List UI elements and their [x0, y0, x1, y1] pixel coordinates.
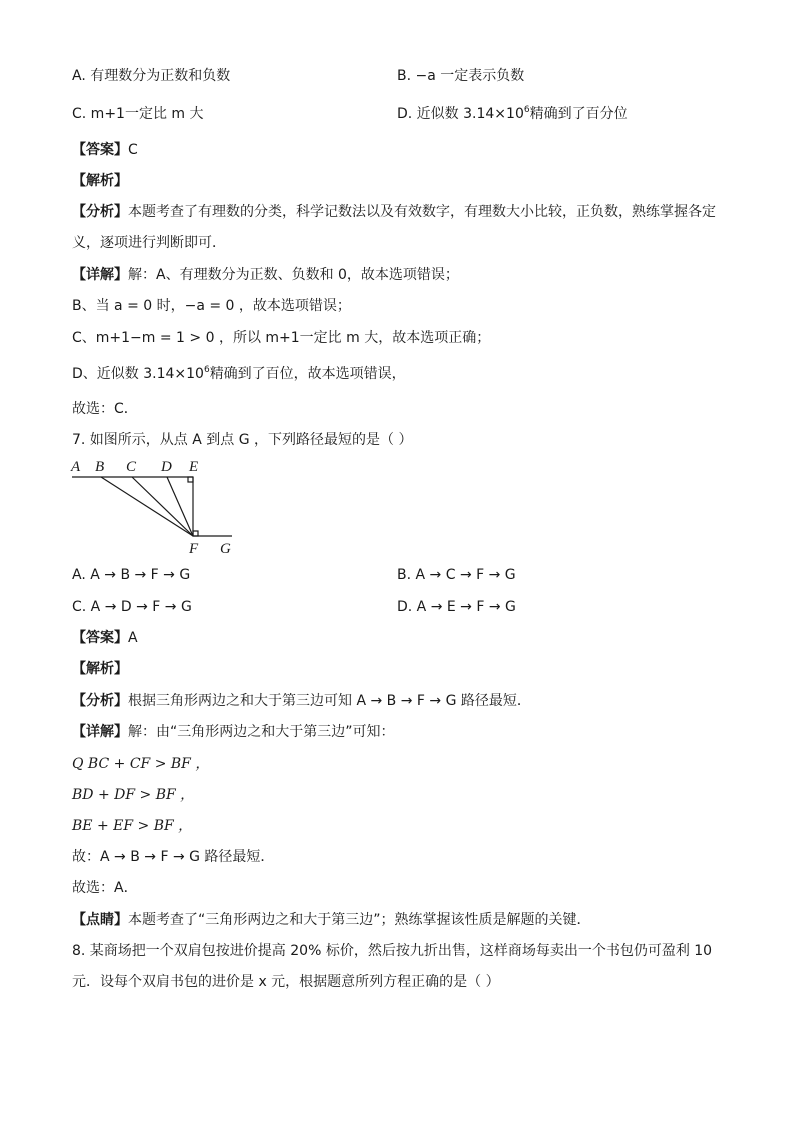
q7-conclusion: 故选：A．	[72, 880, 138, 896]
q7-option-b: B. A → C → F → G	[397, 567, 516, 583]
q6-xiangjie-line1	[72, 265, 459, 285]
q8-stem-line2: 元．设每个双肩书包的进价是 x 元，根据题意所列方程正确的是（ ）	[72, 974, 500, 990]
point-label-g: G	[220, 541, 231, 557]
point-label-d: D	[161, 459, 172, 475]
q7-stem: 7. 如图所示，从点 A 到点 G ，下列路径最短的是（ ）	[72, 432, 413, 448]
q6-solution-d-tail: 精确到了百位，故本选项错误，	[209, 366, 406, 382]
segment-cf	[132, 477, 193, 536]
point-label-a: A	[71, 459, 81, 475]
q6-solution-d	[72, 364, 406, 384]
q6-fenxi-text: 本题考查了有理数的分类，科学记数法以及有效数字，有理数大小比较，正负数，熟练掌握各定	[128, 204, 716, 220]
q6-solution-b: B、当 a = 0 时，−a = 0 ，故本选项错误；	[72, 298, 351, 314]
right-angle-mark-f	[193, 531, 198, 536]
q6-conclusion: 故选：C．	[72, 401, 138, 417]
point-label-b: B	[95, 459, 105, 475]
q7-inequality-3: BE + EF > BF ，	[72, 818, 193, 834]
q7-inequality-2: BD + DF > BF ，	[72, 787, 195, 803]
q6-option-b: B. −a 一定表示负数	[397, 68, 525, 84]
point-label-c: C	[126, 459, 137, 475]
q7-fenxi-tag: 【分析】	[72, 693, 128, 709]
q6-answer-value: C	[128, 142, 138, 158]
q7-inequality-1: Q BC + CF > BF ，	[72, 756, 210, 772]
point-label-f: F	[189, 541, 199, 557]
q7-dianjing-text: 本题考查了“三角形两边之和大于第三边”；熟练掌握该性质是解题的关键．	[128, 912, 591, 928]
q7-xiangjie-text: 解：由“三角形两边之和大于第三边”可知：	[128, 724, 395, 740]
q6-xiangjie-tag: 【详解】	[72, 267, 128, 283]
q7-option-c: C. A → D → F → G	[72, 599, 192, 615]
q6-answer	[72, 140, 138, 160]
q6-fenxi-line1	[72, 202, 716, 222]
q7-fenxi-text: 根据三角形两边之和大于第三边可知 A → B → F → G 路径最短．	[128, 693, 531, 709]
q7-dianjing-tag: 【点睛】	[72, 912, 128, 928]
q7-xiangjie-tag: 【详解】	[72, 724, 128, 740]
q7-answer-tag: 【答案】	[72, 630, 128, 646]
q6-option-d-text: D. 近似数 3.14×10	[397, 106, 524, 122]
q7-fenxi	[72, 691, 531, 711]
right-angle-mark-e	[188, 477, 193, 482]
q6-option-c: C. m+1一定比 m 大	[72, 106, 204, 122]
q6-analysis-tag: 【解析】	[72, 173, 128, 189]
q7-analysis-tag: 【解析】	[72, 661, 128, 677]
q6-solution-d-exponent: 6	[203, 365, 210, 375]
q6-option-a: A. 有理数分为正数和负数	[72, 68, 231, 84]
q7-xiangjie	[72, 722, 395, 742]
q6-solution-c: C、m+1−m = 1 > 0 ，所以 m+1一定比 m 大，故本选项正确；	[72, 330, 491, 346]
point-label-e: E	[189, 459, 199, 475]
q7-option-d: D. A → E → F → G	[397, 599, 516, 615]
q6-option-d-exponent: 6	[523, 105, 530, 115]
q6-option-d-tail: 精确到了百分位	[529, 106, 628, 122]
q8-stem-line1: 8. 某商场把一个双肩包按进价提高 20% 标价，然后按九折出售，这样商场每卖出一个书包仍可盈利 10	[72, 943, 713, 959]
q7-answer	[72, 628, 138, 648]
q6-option-d	[397, 104, 628, 124]
q7-dianjing	[72, 910, 591, 930]
q7-answer-value: A	[128, 630, 138, 646]
q7-so: 故：A → B → F → G 路径最短．	[72, 849, 275, 865]
q6-fenxi-line2: 义，逐项进行判断即可．	[72, 235, 226, 251]
q6-fenxi-tag: 【分析】	[72, 204, 128, 220]
q6-solution-d-text: D、近似数 3.14×10	[72, 366, 204, 382]
q6-xiangjie-text: 解：A、有理数分为正数、负数和 0，故本选项错误；	[128, 267, 459, 283]
q7-option-a: A. A → B → F → G	[72, 567, 191, 583]
segment-bf	[101, 477, 193, 536]
q7-figure	[60, 450, 250, 560]
q6-answer-tag: 【答案】	[72, 142, 128, 158]
